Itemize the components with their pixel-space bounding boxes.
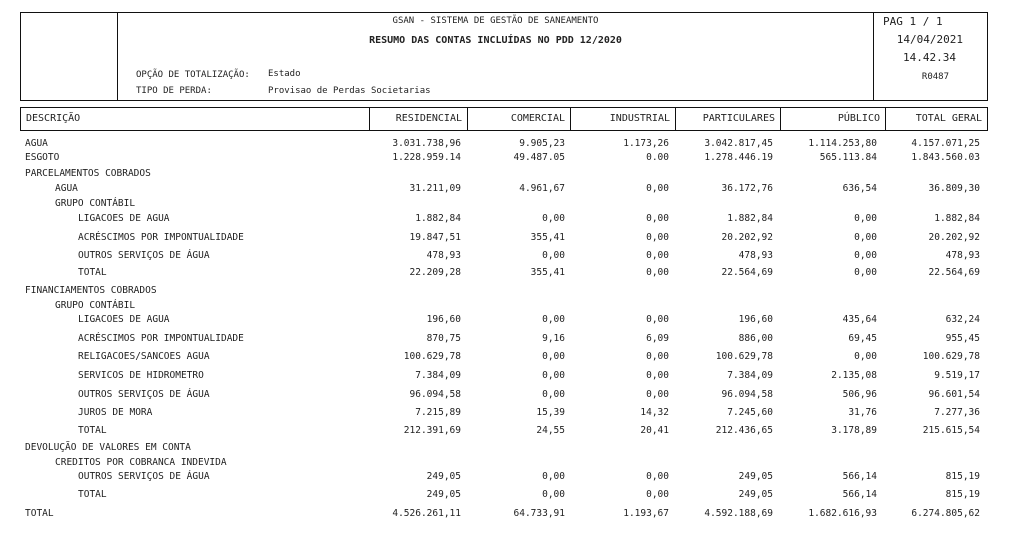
row-value: 0,00	[542, 489, 565, 500]
row-label: PARCELAMENTOS COBRADOS	[25, 168, 151, 179]
row-value: 215.615,54	[922, 425, 980, 436]
row-value: 4.526.261,11	[392, 508, 461, 519]
row-value: 100.629,78	[715, 351, 773, 362]
row-label: CREDITOS POR COBRANCA INDEVIDA	[55, 457, 227, 468]
row-value: 100.629,78	[922, 351, 980, 362]
table-row	[0, 197, 1009, 211]
row-value: 20,41	[640, 425, 669, 436]
row-value: 1.114.253,80	[808, 138, 877, 149]
table-row	[0, 212, 1009, 226]
loss-type-label: TIPO DE PERDA:	[136, 86, 212, 96]
col-header-comercial: COMERCIAL	[467, 107, 571, 131]
row-value: 1.278.446,19	[704, 152, 773, 160]
header-left-box	[20, 12, 118, 101]
row-label: TOTAL	[78, 425, 107, 436]
row-value: 7.384,09	[727, 370, 773, 381]
row-value: 96.094,58	[409, 389, 461, 400]
row-value: 196,60	[426, 314, 461, 325]
row-value: 249,05	[426, 489, 461, 500]
row-label: TOTAL	[78, 489, 107, 500]
row-value: 36.172,76	[721, 183, 773, 194]
row-value: 886,00	[738, 333, 773, 344]
table-row	[0, 182, 1009, 196]
row-value: 212.391,69	[403, 425, 461, 436]
row-value: 1.682.616,93	[808, 508, 877, 519]
table-row	[0, 369, 1009, 383]
row-value: 1.173,26	[623, 138, 669, 149]
row-label: LIGACOES DE AGUA	[78, 213, 170, 224]
col-header-particulares: PARTICULARES	[675, 107, 781, 131]
row-label: RELIGACOES/SANCOES AGUA	[78, 351, 210, 362]
row-value: 20.202,92	[721, 232, 773, 243]
row-value: 4.961,67	[519, 183, 565, 194]
row-value: 0,00	[646, 232, 669, 243]
table-row	[0, 488, 1009, 502]
row-value: 7.384,09	[415, 370, 461, 381]
row-label: ACRÉSCIMOS POR IMPONTUALIDADE	[78, 232, 244, 243]
row-value: 355,41	[530, 267, 565, 278]
row-label: TOTAL	[78, 267, 107, 278]
row-value: 3.042.817,45	[704, 138, 773, 149]
row-label: JUROS DE MORA	[78, 407, 153, 418]
row-value: 0,00	[646, 489, 669, 500]
row-label: ESGOTO	[25, 152, 60, 160]
row-value: 0,00	[854, 213, 877, 224]
row-value: 31,76	[848, 407, 877, 418]
row-value: 0,00	[854, 232, 877, 243]
row-value: 249,05	[738, 471, 773, 482]
row-value: 815,19	[945, 489, 980, 500]
row-value: 7.245,60	[727, 407, 773, 418]
row-value: 0,00	[854, 250, 877, 261]
row-value: 0,00	[542, 370, 565, 381]
row-value: 0,00	[646, 351, 669, 362]
row-value: 1.843.560,03	[911, 152, 980, 160]
table-row	[0, 167, 1009, 181]
table-row	[0, 507, 1009, 521]
row-label: OUTROS SERVIÇOS DE ÁGUA	[78, 250, 210, 261]
loss-type-value: Provisao de Perdas Societarias	[268, 86, 431, 96]
table-row	[0, 284, 1009, 298]
row-value: 566,14	[842, 489, 877, 500]
row-value: 69,45	[848, 333, 877, 344]
row-label: OUTROS SERVIÇOS DE ÁGUA	[78, 389, 210, 400]
row-value: 6,09	[646, 333, 669, 344]
report-title: RESUMO DAS CONTAS INCLUÍDAS NO PDD 12/2020	[369, 35, 622, 46]
row-value: 0,00	[854, 351, 877, 362]
row-label: FINANCIAMENTOS COBRADOS	[25, 285, 157, 296]
row-value: 0,00	[646, 250, 669, 261]
row-value: 36.809,30	[928, 183, 980, 194]
row-value: 3.178,89	[831, 425, 877, 436]
table-row	[0, 313, 1009, 327]
report-time: 14.42.34	[903, 51, 956, 64]
row-value: 22.564,69	[928, 267, 980, 278]
row-value: 1.228.959,14	[392, 152, 461, 160]
row-value: 3.031.738,96	[392, 138, 461, 149]
row-value: 0,00	[646, 267, 669, 278]
table-row	[0, 406, 1009, 420]
row-value: 506,96	[842, 389, 877, 400]
table-row	[0, 249, 1009, 263]
system-name: GSAN - SISTEMA DE GESTÃO DE SANEAMENTO	[392, 16, 599, 26]
row-value: 566,14	[842, 471, 877, 482]
row-value: 478,93	[945, 250, 980, 261]
row-value: 9.519,17	[934, 370, 980, 381]
row-value: 0,00	[646, 471, 669, 482]
row-label: GRUPO CONTÁBIL	[55, 300, 136, 311]
row-value: 96.094,58	[721, 389, 773, 400]
row-value: 0,00	[646, 370, 669, 381]
report-date: 14/04/2021	[896, 33, 963, 46]
row-value: 31.211,09	[409, 183, 461, 194]
row-value: 249,05	[426, 471, 461, 482]
col-header-total-geral: TOTAL GERAL	[885, 107, 988, 131]
table-row	[0, 137, 1009, 151]
table-row	[0, 424, 1009, 438]
col-header-industrial: INDUSTRIAL	[570, 107, 676, 131]
row-value: 0,00	[854, 267, 877, 278]
row-label: AGUA	[55, 183, 78, 194]
row-value: 0,00	[646, 152, 669, 160]
row-value: 870,75	[426, 333, 461, 344]
option-value: Estado	[268, 69, 301, 79]
row-value: 22.209,28	[409, 267, 461, 278]
row-value: 1.882,84	[934, 213, 980, 224]
row-value: 49.487,05	[513, 152, 565, 160]
table-row	[0, 266, 1009, 280]
row-value: 4.592.188,69	[704, 508, 773, 519]
row-value: 1.882,84	[727, 213, 773, 224]
table-row	[0, 350, 1009, 364]
row-value: 7.277,36	[934, 407, 980, 418]
row-value: 249,05	[738, 489, 773, 500]
row-value: 0,00	[542, 213, 565, 224]
row-value: 9,16	[542, 333, 565, 344]
col-header-residencial: RESIDENCIAL	[369, 107, 468, 131]
row-value: 0,00	[542, 351, 565, 362]
row-value: 100.629,78	[403, 351, 461, 362]
table-row	[0, 456, 1009, 470]
row-value: 815,19	[945, 471, 980, 482]
row-value: 7.215,89	[415, 407, 461, 418]
row-value: 20.202,92	[928, 232, 980, 243]
row-value: 2.135,08	[831, 370, 877, 381]
row-value: 1.193,67	[623, 508, 669, 519]
row-value: 636,54	[842, 183, 877, 194]
row-value: 0,00	[646, 183, 669, 194]
row-label: LIGACOES DE AGUA	[78, 314, 170, 325]
row-value: 435,64	[842, 314, 877, 325]
report-code: R0487	[921, 72, 949, 82]
col-header-publico: PÚBLICO	[780, 107, 886, 131]
table-row	[0, 470, 1009, 484]
row-label: ACRÉSCIMOS POR IMPONTUALIDADE	[78, 333, 244, 344]
table-row	[0, 299, 1009, 313]
row-label: GRUPO CONTÁBIL	[55, 198, 136, 209]
row-value: 14,32	[640, 407, 669, 418]
row-value: 355,41	[530, 232, 565, 243]
row-value: 64.733,91	[513, 508, 565, 519]
row-value: 9.905,23	[519, 138, 565, 149]
row-value: 478,93	[738, 250, 773, 261]
row-label: AGUA	[25, 138, 48, 149]
table-row	[0, 388, 1009, 402]
row-value: 22.564,69	[721, 267, 773, 278]
row-value: 565.113,84	[819, 152, 877, 160]
row-value: 478,93	[426, 250, 461, 261]
row-value: 6.274.805,62	[911, 508, 980, 519]
page-number: PAG 1 / 1	[883, 15, 943, 28]
row-label: DEVOLUÇÃO DE VALORES EM CONTA	[25, 442, 191, 453]
row-value: 0,00	[542, 389, 565, 400]
row-value: 0,00	[646, 314, 669, 325]
row-value: 0,00	[542, 471, 565, 482]
row-label: TOTAL	[25, 508, 54, 519]
row-value: 632,24	[945, 314, 980, 325]
row-label: SERVICOS DE HIDROMETRO	[78, 370, 204, 381]
row-value: 0,00	[542, 314, 565, 325]
row-value: 0,00	[542, 250, 565, 261]
row-value: 96.601,54	[928, 389, 980, 400]
table-row	[0, 332, 1009, 346]
col-header-description: DESCRIÇÃO	[20, 107, 370, 131]
row-value: 0,00	[646, 389, 669, 400]
row-value: 15,39	[536, 407, 565, 418]
row-value: 0,00	[646, 213, 669, 224]
row-value: 212.436,65	[715, 425, 773, 436]
table-row	[0, 151, 1009, 160]
row-value: 196,60	[738, 314, 773, 325]
table-row	[0, 441, 1009, 455]
row-value: 24,55	[536, 425, 565, 436]
row-value: 19.847,51	[409, 232, 461, 243]
row-value: 4.157.071,25	[911, 138, 980, 149]
option-label: OPÇÃO DE TOTALIZAÇÃO:	[136, 70, 250, 80]
row-value: 955,45	[945, 333, 980, 344]
row-label: OUTROS SERVIÇOS DE ÁGUA	[78, 471, 210, 482]
row-value: 1.882,84	[415, 213, 461, 224]
table-row	[0, 231, 1009, 245]
